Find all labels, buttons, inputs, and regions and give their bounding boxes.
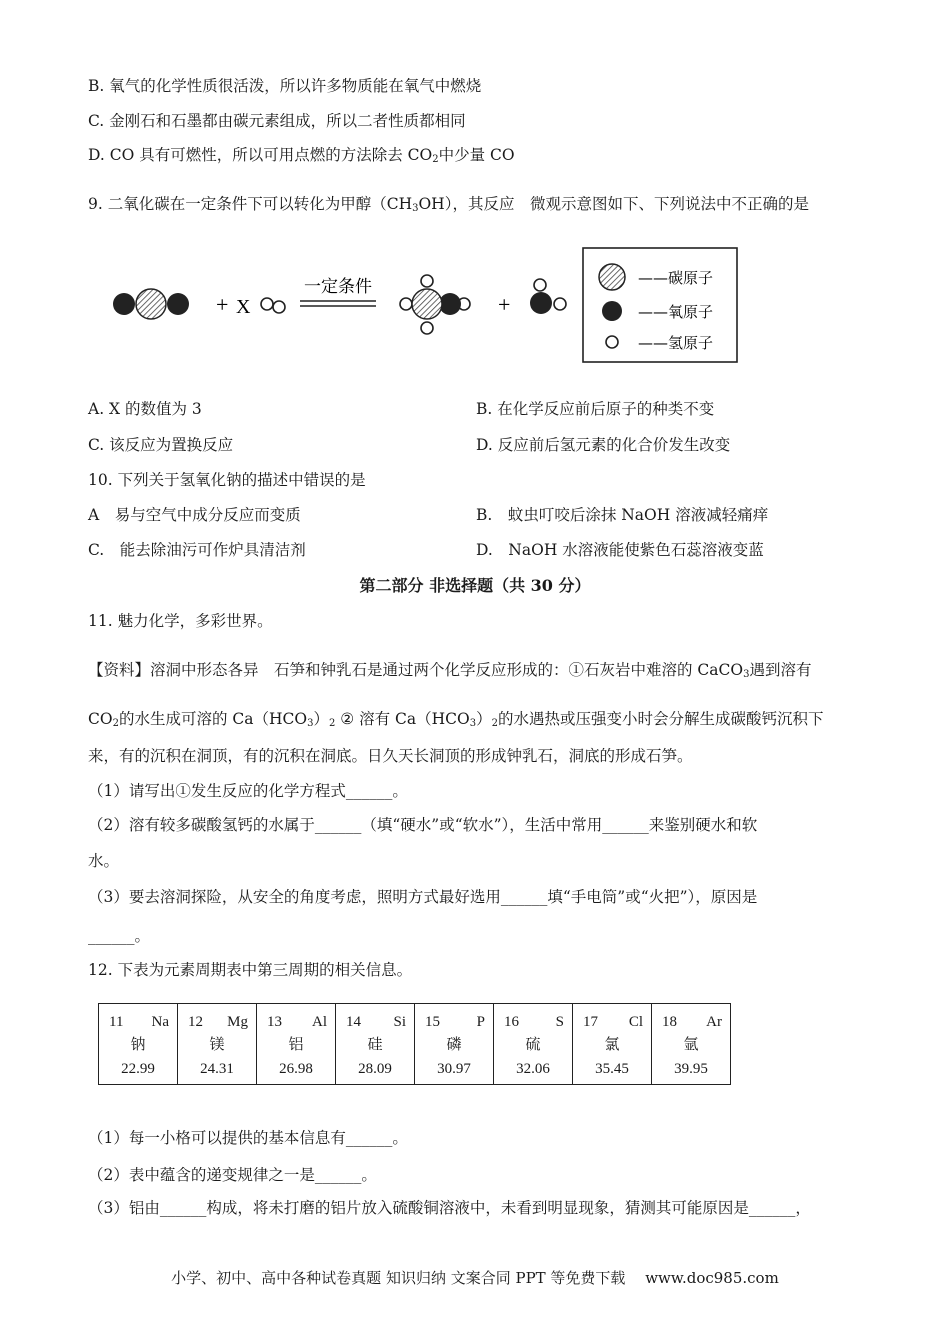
q9-stem-pre: 9. 二氧化碳在一定条件下可以转化为甲醇（CH: [88, 195, 413, 213]
q11-info-line1: [88, 660, 812, 685]
methanol-molecule: [400, 275, 470, 334]
element-cell: [415, 1004, 494, 1085]
element-name: 氯: [604, 1037, 620, 1053]
q12-part2: （2）表中蕴含的递变规律之一是______。: [88, 1166, 377, 1184]
element-symbol: Ar: [706, 1014, 722, 1030]
element-symbol: Na: [151, 1014, 169, 1030]
q11-info1-pre: 【资料】溶洞中形态各异 石笋和钟乳石是通过两个化学反应形成的：①石灰岩中难溶的 CaCO: [88, 661, 744, 679]
x-coefficient: X: [236, 296, 251, 318]
element-name: 铝: [288, 1037, 304, 1053]
q11-part2-line2: 水。: [88, 852, 120, 870]
atomic-number: 18: [662, 1014, 677, 1030]
q11-info2-sub1: 2: [112, 718, 119, 729]
q11-info2-sub5: 2: [491, 718, 498, 729]
atomic-number: 13: [267, 1014, 282, 1030]
atomic-mass: 39.95: [674, 1061, 708, 1077]
atomic-number: 17: [583, 1014, 598, 1030]
q11-part3-line2: ______。: [88, 927, 151, 945]
legend-hydrogen: ——氢原子: [638, 334, 714, 352]
element-name: 硅: [367, 1037, 383, 1053]
element-cell: [336, 1004, 415, 1085]
atomic-mass: 35.45: [595, 1061, 629, 1077]
co2-molecule: [113, 289, 189, 319]
element-name: 硫: [525, 1037, 541, 1053]
footer-text: 小学、初中、高中各种试卷真题 知识归纳 文案合同 PPT 等免费下载 www.doc985.com: [171, 1269, 779, 1287]
q12-stem: 12. 下表为元素周期表中第三周期的相关信息。: [88, 961, 413, 979]
q12-part3: （3）铝由______构成，将未打磨的铝片放入硫酸铜溶液中，未看到明显现象，猜测其可能原因是______，: [88, 1199, 811, 1217]
q10-option-a: A 易与空气中成分反应而变质: [88, 506, 301, 524]
oxygen-atom-icon: [602, 301, 622, 321]
q9-option-c: C. 该反应为置换反应: [88, 436, 234, 454]
element-name: 镁: [209, 1037, 225, 1053]
atomic-number: 15: [425, 1014, 440, 1030]
atomic-mass: 22.99: [121, 1061, 155, 1077]
q10-stem: 10. 下列关于氢氧化钠的描述中错误的是: [88, 471, 366, 489]
element-symbol: S: [555, 1014, 564, 1030]
q9-stem-post: OH），其反应 微观示意图如下、下列说法中不正确的是: [418, 195, 809, 213]
q11-info2-e: ）: [476, 710, 492, 728]
q11-info2-b: 的水生成可溶的 Ca（HCO: [118, 710, 308, 728]
q10-option-b: B. 蚊虫叮咬后涂抹 NaOH 溶液减轻痛痒: [476, 506, 769, 524]
q11-info2-sub4: 3: [469, 718, 477, 729]
q9-option-a: A. X 的数值为 3: [88, 400, 202, 418]
element-symbol: Cl: [628, 1014, 643, 1030]
q11-info2-a: CO: [88, 710, 113, 728]
element-cell: [573, 1004, 652, 1085]
q10-option-d: D. NaOH 水溶液能使紫色石蕊溶液变蓝: [476, 541, 764, 559]
q8-option-d: [88, 145, 515, 170]
atomic-number: 16: [504, 1014, 519, 1030]
legend-carbon: ——碳原子: [638, 269, 714, 287]
q11-info1-post: 遇到溶有: [749, 661, 812, 679]
legend: [583, 248, 737, 362]
element-symbol: Mg: [227, 1014, 248, 1030]
q8-option-d-sub: 2: [432, 154, 439, 165]
periodic-table-cells: [99, 1004, 731, 1085]
q11-part1: （1）请写出①发生反应的化学方程式______。: [88, 782, 408, 800]
q11-info2-d: ② 溶有 Ca（HCO: [335, 710, 470, 728]
element-cell: [99, 1004, 178, 1085]
atomic-mass: 26.98: [279, 1061, 313, 1077]
q9-stem: [88, 194, 809, 219]
q8-option-b: B. 氧气的化学性质很活泼，所以许多物质能在氧气中燃烧: [88, 77, 482, 95]
legend-oxygen: ——氧原子: [638, 303, 714, 321]
h2-molecule: [261, 298, 285, 313]
q11-info2-f: 的水遇热或压强变小时会分解生成碳酸钙沉积下: [497, 710, 824, 728]
q9-option-d: D. 反应前后氢元素的化合价发生改变: [476, 436, 731, 454]
q9-stem-sub: 3: [412, 203, 419, 214]
q11-info-line2: [88, 709, 824, 734]
atomic-mass: 32.06: [516, 1061, 550, 1077]
plus-sign-1: +: [216, 292, 229, 317]
reaction-condition: 一定条件: [304, 277, 372, 297]
element-cell: [652, 1004, 731, 1085]
hydrogen-atom-icon: [606, 336, 618, 348]
atomic-number: 12: [188, 1014, 203, 1030]
atomic-mass: 24.31: [200, 1061, 234, 1077]
element-name: 氩: [683, 1037, 699, 1053]
q10-option-c: C. 能去除油污可作炉具清洁剂: [88, 541, 306, 559]
element-symbol: Si: [393, 1014, 406, 1030]
q11-info-line3: 来，有的沉积在洞顶，有的沉积在洞底。日久天长洞顶的形成钟乳石，洞底的形成石笋。: [88, 747, 693, 765]
q8-option-c: C. 金刚石和石墨都由碳元素组成，所以二者性质都相同: [88, 112, 466, 130]
q12-part1: （1）每一小格可以提供的基本信息有______。: [88, 1129, 408, 1147]
q9-option-b: B. 在化学反应前后原子的种类不变: [476, 400, 715, 418]
water-molecule: [530, 279, 566, 314]
element-symbol: Al: [312, 1014, 327, 1030]
element-symbol: P: [476, 1014, 485, 1030]
q11-info2-sub2: 3: [307, 718, 314, 729]
q11-info2-c: ）: [313, 710, 329, 728]
q11-info2-sub3: 2: [328, 718, 336, 729]
element-cell: [257, 1004, 336, 1085]
periodic-table-row: [98, 1003, 731, 1085]
part2-heading: 第二部分 非选择题（共 30 分）: [359, 576, 591, 595]
carbon-atom-icon: [599, 264, 625, 290]
element-name: 钠: [130, 1037, 146, 1053]
q11-stem: 11. 魅力化学，多彩世界。: [88, 612, 273, 630]
element-name: 磷: [446, 1037, 462, 1053]
reaction-diagram: [100, 240, 750, 370]
atomic-number: 14: [346, 1014, 361, 1030]
element-cell: [178, 1004, 257, 1085]
q11-part3-line1: （3）要去溶洞探险，从安全的角度考虑，照明方式最好选用______填“手电筒”或“火把”），原因是: [88, 888, 758, 906]
q11-info1-sub: 3: [743, 669, 750, 680]
atomic-number: 11: [109, 1014, 124, 1030]
atomic-mass: 30.97: [437, 1061, 471, 1077]
atomic-mass: 28.09: [358, 1061, 392, 1077]
q8-option-d-post: 中少量 CO: [438, 146, 515, 164]
element-cell: [494, 1004, 573, 1085]
q11-part2-line1: （2）溶有较多碳酸氢钙的水属于______（填“硬水”或“软水”），生活中常用______来鉴别硬水和软: [88, 816, 758, 834]
plus-sign-2: +: [498, 292, 511, 317]
q8-option-d-pre: D. CO 具有可燃性，所以可用点燃的方法除去 CO: [88, 146, 433, 164]
